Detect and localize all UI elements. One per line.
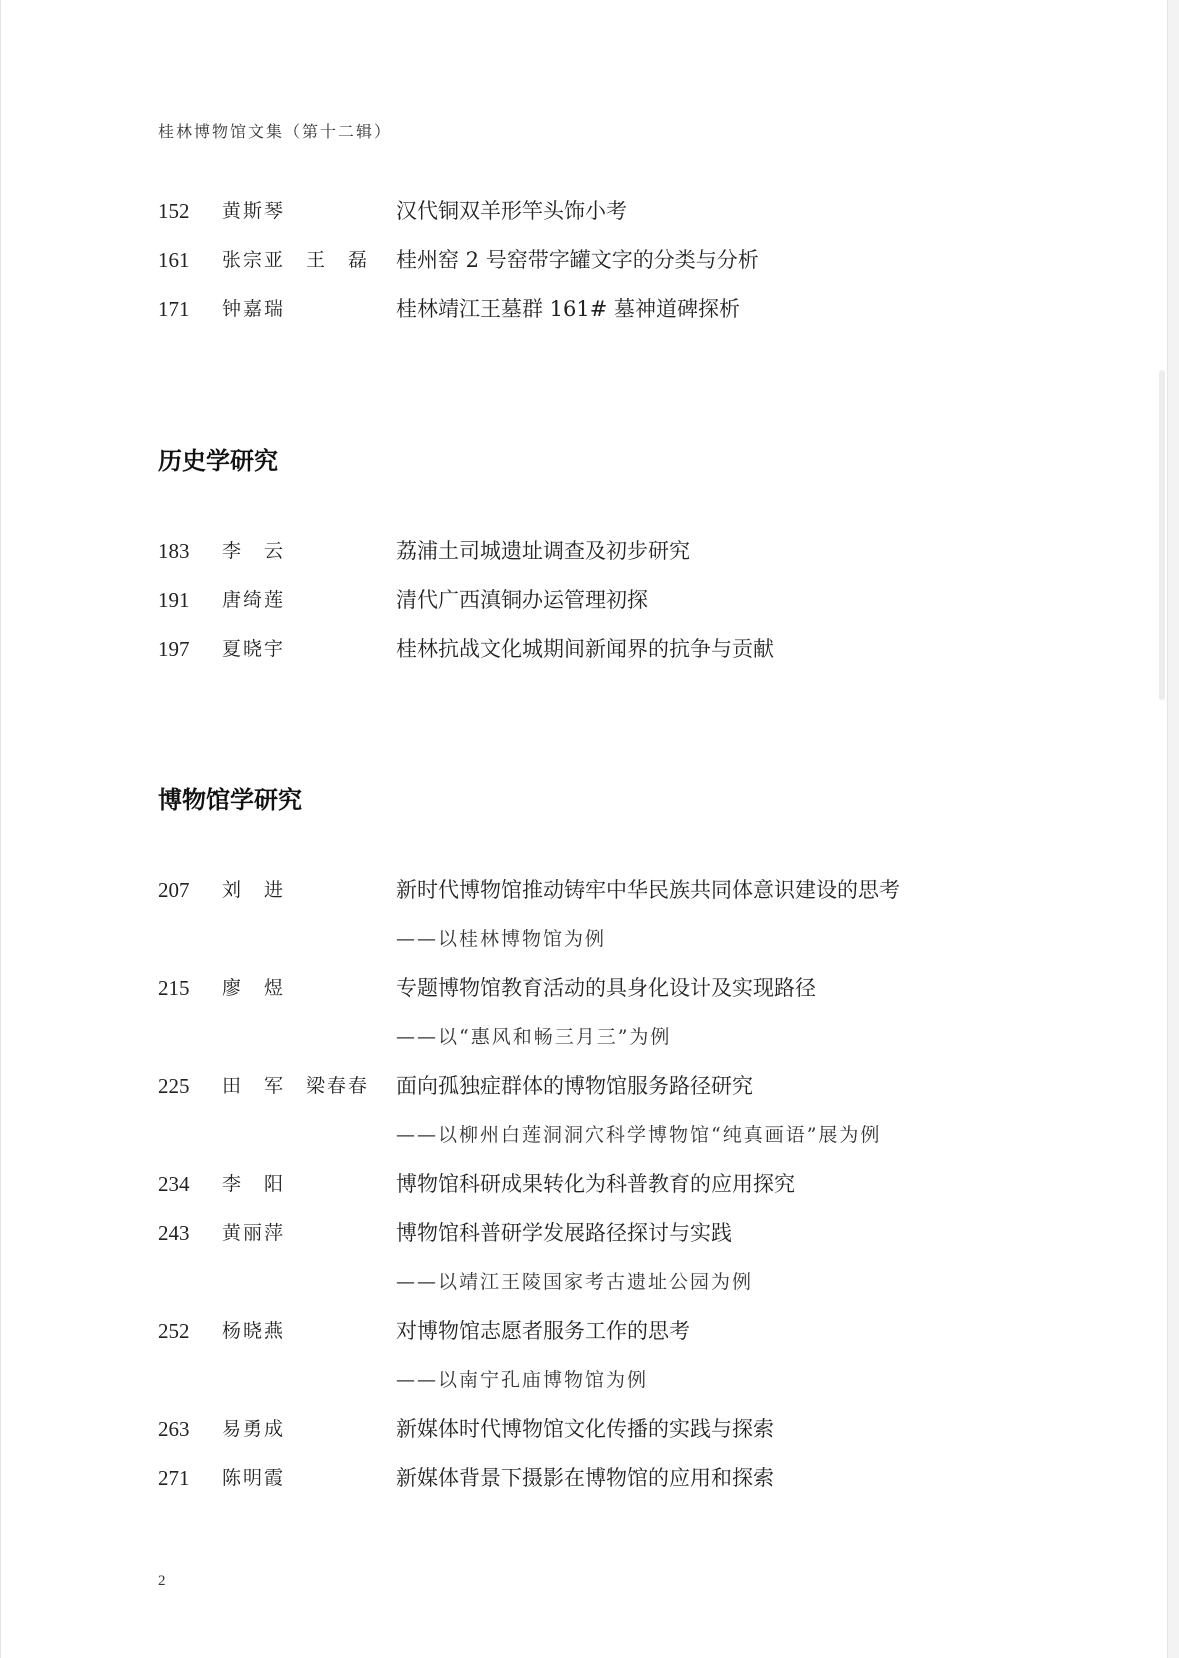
toc-subtitle: ——以南宁孔庙博物馆为例: [396, 1369, 649, 1391]
toc-title: 桂林抗战文化城期间新闻界的抗争与贡献: [396, 637, 774, 661]
toc-author: 黄丽萍: [222, 1222, 286, 1244]
toc-page-number: 271: [158, 1466, 190, 1490]
toc-title: 对博物馆志愿者服务工作的思考: [396, 1319, 690, 1343]
toc-author: 张宗亚 王 磊: [222, 249, 370, 271]
scrollbar-track[interactable]: [1159, 370, 1165, 700]
toc-author: 田 军 梁春春: [222, 1075, 370, 1097]
toc-page-number: 161: [158, 248, 190, 272]
toc-author: 钟嘉瑞: [222, 298, 286, 320]
toc-subtitle-row: [158, 915, 1058, 964]
toc-entry: [158, 236, 1058, 285]
section-title-history: 历史学研究: [158, 447, 278, 475]
toc-author: 李 云: [222, 540, 286, 562]
toc-page-number: 183: [158, 539, 190, 563]
toc-page-number: 207: [158, 878, 190, 902]
toc-entry: [158, 1160, 1058, 1209]
toc-title: 博物馆科研成果转化为科普教育的应用探究: [396, 1172, 795, 1196]
toc-title: 新时代博物馆推动铸牢中华民族共同体意识建设的思考: [396, 878, 900, 902]
toc-subtitle-row: [158, 1356, 1058, 1405]
toc-entry: [158, 576, 1058, 625]
toc-author: 易勇成: [222, 1418, 286, 1440]
toc-subtitle-row: [158, 1258, 1058, 1307]
toc-title: 新媒体背景下摄影在博物馆的应用和探索: [396, 1466, 774, 1490]
toc-entry: [158, 527, 1058, 576]
toc-page-number: 252: [158, 1319, 190, 1343]
running-header: 桂林博物馆文集（第十二辑）: [158, 122, 393, 141]
toc-title: 荔浦土司城遗址调查及初步研究: [396, 539, 690, 563]
toc-page-number: 197: [158, 637, 190, 661]
toc-group-archaeology-continued: [158, 187, 1058, 334]
toc-entry: [158, 1454, 1058, 1503]
toc-entry: [158, 187, 1058, 236]
toc-group-museology: [158, 866, 1058, 1503]
toc-entry: [158, 625, 1058, 674]
toc-page-number: 234: [158, 1172, 190, 1196]
toc-entry: [158, 866, 1058, 915]
toc-author: 刘 进: [222, 879, 286, 901]
toc-entry: [158, 1405, 1058, 1454]
toc-author: 黄斯琴: [222, 200, 286, 222]
toc-author: 唐绮莲: [222, 589, 286, 611]
toc-title: 博物馆科普研学发展路径探讨与实践: [396, 1221, 732, 1245]
toc-page-number: 191: [158, 588, 190, 612]
toc-title: 桂林靖江王墓群 161# 墓神道碑探析: [396, 297, 741, 321]
toc-entry: [158, 1209, 1058, 1258]
toc-author: 夏晓宇: [222, 638, 286, 660]
toc-title: 清代广西滇铜办运管理初探: [396, 588, 648, 612]
section-title-museology: 博物馆学研究: [158, 786, 302, 814]
toc-entry: [158, 285, 1058, 334]
toc-title: 面向孤独症群体的博物馆服务路径研究: [396, 1074, 753, 1098]
toc-author: 李 阳: [222, 1173, 286, 1195]
toc-author: 杨晓燕: [222, 1320, 286, 1342]
toc-entry: [158, 1307, 1058, 1356]
page-number: 2: [158, 1573, 166, 1589]
toc-title: 桂州窑 2 号窑带字罐文字的分类与分析: [396, 248, 759, 272]
toc-page-number: 263: [158, 1417, 190, 1441]
toc-page-number: 215: [158, 976, 190, 1000]
toc-entry: [158, 1062, 1058, 1111]
toc-subtitle: ——以靖江王陵国家考古遗址公园为例: [396, 1271, 754, 1293]
toc-page-number: 243: [158, 1221, 190, 1245]
toc-subtitle: ——以柳州白莲洞洞穴科学博物馆“纯真画语”展为例: [396, 1124, 882, 1146]
toc-group-history: [158, 527, 1058, 674]
toc-page-number: 225: [158, 1074, 190, 1098]
toc-page-number: 171: [158, 297, 190, 321]
toc-subtitle: ——以“惠风和畅三月三”为例: [396, 1026, 672, 1048]
toc-page-number: 152: [158, 199, 190, 223]
toc-title: 新媒体时代博物馆文化传播的实践与探索: [396, 1417, 774, 1441]
toc-title: 专题博物馆教育活动的具身化设计及实现路径: [396, 976, 816, 1000]
toc-author: 廖 煜: [222, 977, 286, 999]
toc-author: 陈明霞: [222, 1467, 286, 1489]
toc-title: 汉代铜双羊形竿头饰小考: [396, 199, 627, 223]
toc-subtitle-row: [158, 1111, 1058, 1160]
toc-entry: [158, 964, 1058, 1013]
toc-subtitle-row: [158, 1013, 1058, 1062]
toc-subtitle: ——以桂林博物馆为例: [396, 928, 607, 950]
